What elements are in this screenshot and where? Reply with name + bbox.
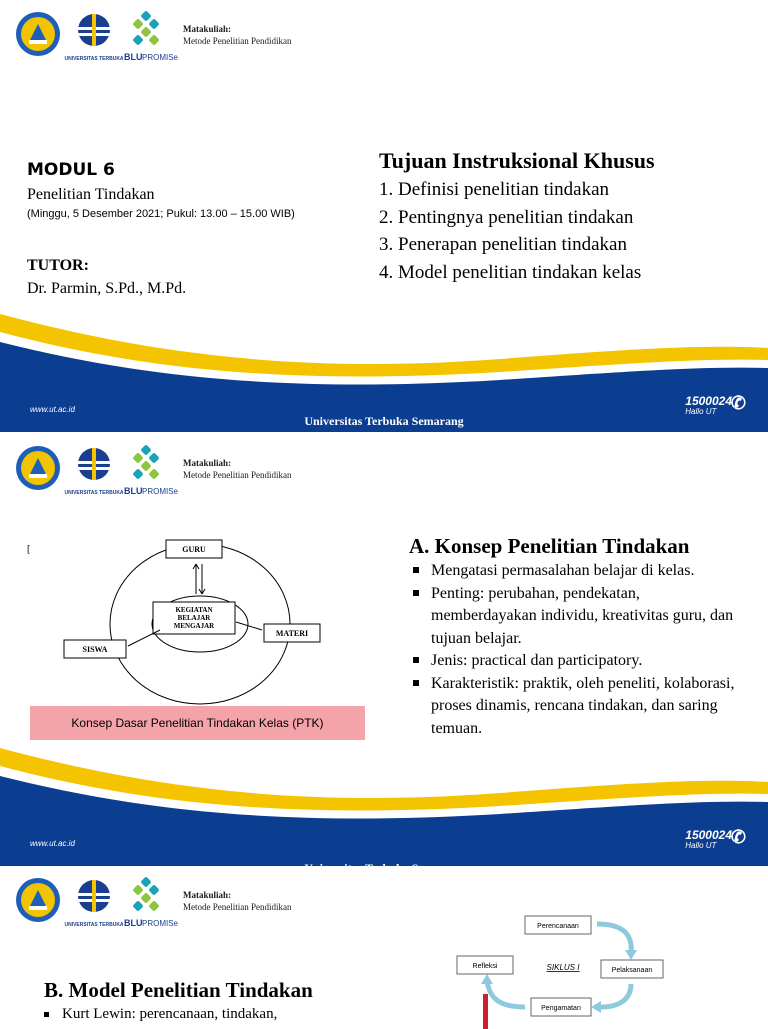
course-info [183, 889, 291, 913]
hotline-sub: Hallo UT [685, 841, 717, 850]
hotline [685, 827, 746, 850]
hotline-sub: Hallo UT [685, 407, 717, 416]
promise-text: PROMISe [142, 53, 179, 62]
blu-promise-logo-icon [122, 874, 178, 932]
slide-2 [0, 434, 768, 866]
ut-logo-text: UNIVERSITAS TERBUKA [64, 922, 124, 928]
cycle-refleksi: Refleksi [472, 963, 498, 970]
section-title: B. Model Penelitian Tindakan [44, 978, 313, 1002]
phone-icon: ✆ [730, 827, 746, 847]
promise-text: PROMISe [142, 919, 179, 928]
bullet-icon [44, 1012, 49, 1017]
diagram-center-1: KEGIATAN [175, 606, 213, 614]
bullet-text: Karakteristik: praktik, oleh peneliti, kolaborasi, proses dinamis, rencana tindakan, dan saring temuan. [431, 674, 735, 737]
blu-text: BLU [124, 52, 143, 62]
diagram-center-2: BELAJAR [177, 614, 211, 622]
slide-3 [0, 866, 768, 1024]
kemdikbud-logo-icon [14, 10, 62, 58]
list-item [411, 673, 741, 741]
blu-text: BLU [124, 486, 143, 496]
ut-logo-icon [64, 876, 124, 934]
cycle-pengamatan: Pengamatan [541, 1005, 581, 1012]
cycle-pelaksanaan: Pelaksanaan [611, 967, 653, 974]
ut-logo-text: UNIVERSITAS TERBUKA [64, 490, 124, 496]
cycle-perencanaan: Perencanaan [537, 923, 579, 930]
footer-url: www.ut.ac.id [30, 839, 75, 848]
slide-header [0, 434, 768, 504]
blu-promise-logo-icon [122, 8, 178, 66]
hotline [685, 393, 746, 416]
bullet-icon [413, 590, 419, 596]
tutor-label: TUTOR: [27, 257, 89, 274]
list-item [44, 1006, 277, 1023]
objective-item: 2. Pentingnya penelitian tindakan [379, 206, 634, 228]
footer-wave [0, 748, 768, 866]
list-item [411, 560, 741, 583]
bullet-icon [413, 680, 419, 686]
footer-university: Universitas Terbuka Semarang [304, 414, 464, 428]
caption-text: Konsep Dasar Penelitian Tindakan Kelas (PTK) [71, 716, 324, 730]
bullet-icon [413, 657, 419, 663]
modul-title: MODUL 6 [27, 160, 115, 180]
bullet-text: Penting: perubahan, pendekatan, memberdayakan individu, kreativitas guru, dan tujuan belajar. [431, 584, 734, 647]
diagram-siswa: SISWA [82, 645, 108, 654]
blu-text: BLU [124, 918, 143, 928]
section-title: A. Konsep Penelitian Tindakan [409, 534, 690, 558]
bullet-icon [413, 567, 419, 573]
course-name: Metode Penelitian Pendidikan [183, 470, 292, 480]
course-label: Matakuliah: [183, 890, 232, 900]
objective-item: 1. Definisi penelitian tindakan [379, 179, 610, 200]
phone-icon: ✆ [730, 393, 746, 413]
list-item [411, 583, 741, 651]
slide-header [0, 0, 768, 70]
ut-logo-icon [64, 10, 124, 68]
slide-1 [0, 0, 768, 432]
siklus-cycle-diagram [455, 914, 675, 1029]
footer-url: www.ut.ac.id [30, 405, 75, 414]
diagram-guru: GURU [182, 545, 206, 554]
kemdikbud-logo-icon [14, 876, 62, 924]
diagram-caption [30, 706, 365, 740]
ut-logo-text: UNIVERSITAS TERBUKA [64, 56, 124, 62]
course-name: Metode Penelitian Pendidikan [183, 36, 292, 46]
tutor-name: Dr. Parmin, S.Pd., M.Pd. [27, 280, 187, 297]
course-info [183, 23, 291, 47]
diagram-materi: MATERI [275, 629, 309, 638]
ut-logo-icon [64, 444, 124, 502]
kemdikbud-logo-icon [14, 444, 62, 492]
schedule-text: (Minggu, 5 Desember 2021; Pukul: 13.00 – 15.00 WIB) [27, 208, 295, 220]
cycle-siklus: SIKLUS I [546, 963, 580, 972]
promise-text: PROMISe [142, 487, 179, 496]
diagram-center-3: MENGAJAR [173, 622, 215, 630]
bullet-text: Jenis: practical dan participatory. [431, 652, 643, 669]
objectives-list [379, 176, 641, 286]
course-info [183, 457, 291, 481]
list-item [411, 650, 741, 673]
objective-item: 4. Model penelitian tindakan kelas [379, 261, 642, 283]
bullet-text: Kurt Lewin: perencanaan, tindakan, [62, 1006, 278, 1022]
course-label: Matakuliah: [183, 24, 232, 34]
course-label: Matakuliah: [183, 458, 232, 468]
modul-subtitle: Penelitian Tindakan [27, 186, 155, 203]
objectives-title: Tujuan Instruksional Khusus [379, 148, 655, 173]
hotline-number: 1500024 [685, 394, 732, 408]
stray-mark: [ [27, 544, 31, 555]
bullet-text: Mengatasi permasalahan belajar di kelas. [431, 562, 695, 579]
bullet-list [411, 560, 741, 740]
blu-promise-logo-icon [122, 442, 178, 500]
objective-item: 3. Penerapan penelitian tindakan [379, 234, 627, 255]
course-name: Metode Penelitian Pendidikan [183, 902, 292, 912]
hotline-number: 1500024 [685, 828, 732, 842]
